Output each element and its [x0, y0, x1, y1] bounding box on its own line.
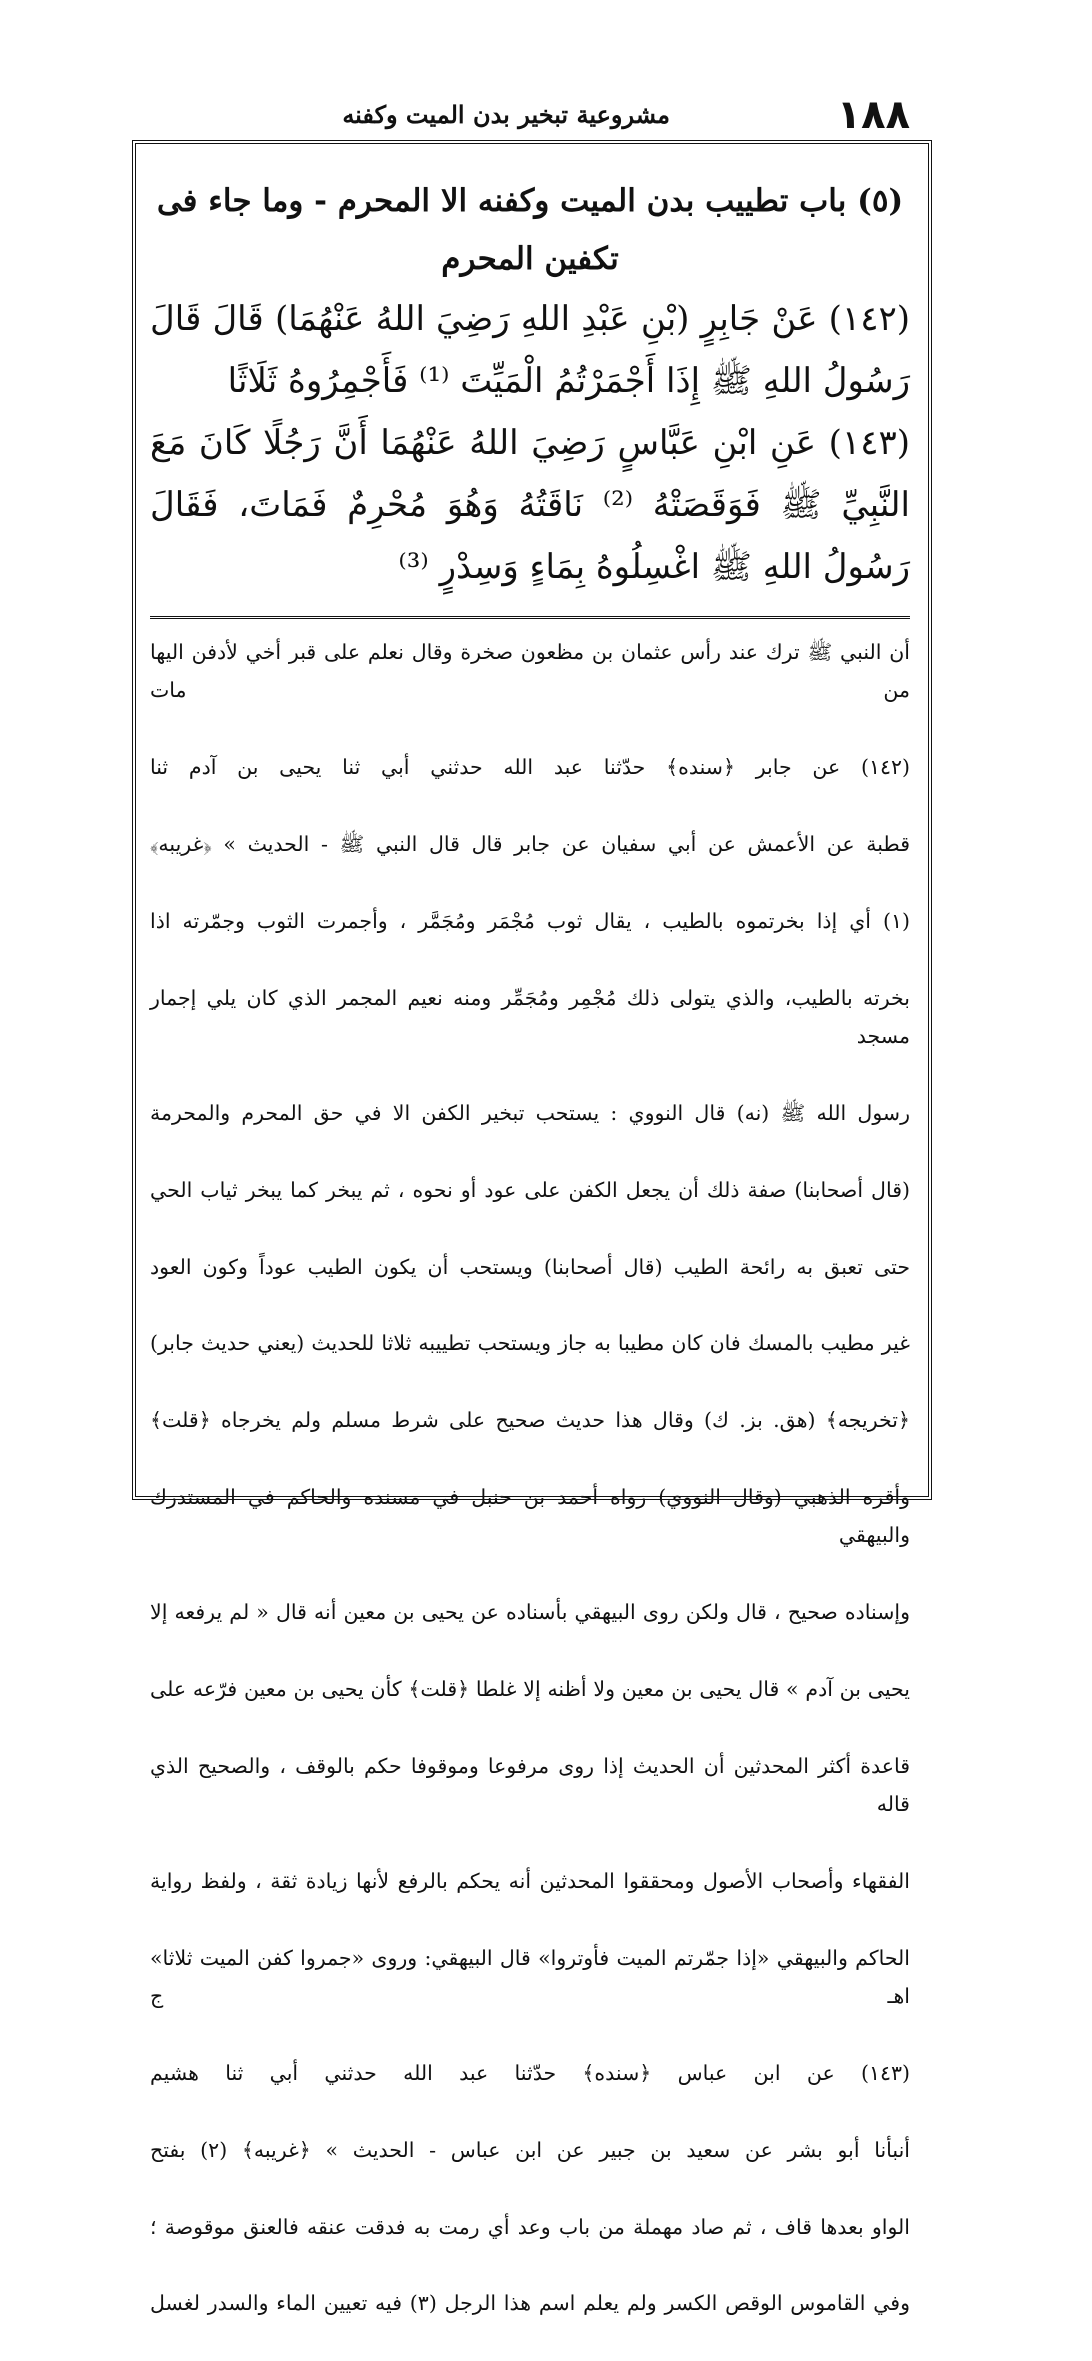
commentary-line: حتى تعبق به رائحة الطيب (قال أصحابنا) ويستحب أن يكون الطيب عوداً وكون العود — [150, 1254, 910, 1279]
commentary-line: (١٤٢) عن جابر ﴿سنده﴾ حدّثنا عبد الله حدثني أبي ثنا يحيى بن آدم ثنا — [150, 755, 910, 780]
commentary-line: أن النبي ﷺ ترك عند رأس عثمان بن مظعون صخرة وقال نعلم على قبر أخي لأدفن اليها من مات — [150, 640, 910, 703]
section-divider — [150, 616, 910, 619]
commentary-line: بخرته بالطيب، والذي يتولى ذلك مُجْمِر ومُجَمِّر ومنه نعيم المجمر الذي كان يلي إجمار مسجد — [150, 985, 910, 1049]
commentary-line: رسول الله ﷺ (نه) قال النووي : يستحب تبخير الكفن الا في حق المحرم والمحرمة — [150, 1100, 910, 1125]
page-body — [150, 160, 910, 2316]
commentary-line: وإسناده صحيح ، قال ولكن روى البيهقي بأسناده عن يحيى بن معين أنه قال « لم يرفعه إلا — [150, 1600, 910, 1625]
commentary-line: أنبأنا أبو بشر عن سعيد بن جبير عن ابن عباس - الحديث » ﴿غريبه﴾ (٢) بفتح — [150, 2137, 910, 2162]
page-number: ١٨٨ — [836, 92, 910, 138]
commentary-line: (١٤٣) عن ابن عباس ﴿سنده﴾ حدّثنا عبد الله حدثني أبي ثنا هشيم — [150, 2061, 910, 2086]
commentary-line: ﴿تخريجه﴾ (هق. بز. ك) وقال هذا حديث صحيح على شرط مسلم ولم يخرجاه ﴿قلت﴾ — [150, 1408, 910, 1433]
commentary-line: الفقهاء وأصحاب الأصول ومحققوا المحدثين أنه يحكم بالرفع لأنها زيادة ثقة ، ولفظ رواية — [150, 1869, 910, 1893]
commentary-line: (١) أي إذا بخرتموه بالطيب ، يقال ثوب مُجْمَر ومُجَمَّر ، وأجمرت الثوب وجمّرته اذا — [150, 908, 910, 933]
running-title: مشروعية تبخير بدن الميت وكفنه — [342, 100, 670, 129]
commentary-line: غير مطيب بالمسك فان كان مطيبا به جاز ويستحب تطييبه ثلاثا للحديث (يعني حديث جابر) — [150, 1331, 910, 1356]
chapter-heading: (٥) باب تطييب بدن الميت وكفنه الا المحرم - وما جاء فى تكفين المحرم — [156, 183, 904, 277]
commentary-line: يحيى بن آدم » قال يحيى بن معين ولا أظنه إلا غلطا ﴿قلت﴾ كأن يحيى بن معين فرّعه على — [150, 1676, 910, 1701]
commentary — [150, 633, 910, 2361]
commentary-line: الواو بعدها قاف ، ثم صاد مهملة من باب وعد أي رمت به فدقت عنقه فالعنق موقوصة ؛ — [150, 2214, 910, 2239]
hadith-143: (١٤٣) عَنِ ابْنِ عَبَّاسٍ رَضِيَ اللهُ عَنْهُمَا أَنَّ رَجُلًا كَانَ مَعَ النَّبِيِّ ﷺ فَوَقَصَتْهُ ⁽²⁾ نَاقَتُهُ وَهُوَ مُحْرِمٌ فَمَاتَ، فَقَالَ رَسُولُ اللهِ ﷺ اغْسِلُوهُ بِمَاءٍ وَسِدْرٍ ⁽³⁾ — [150, 423, 910, 587]
commentary-line: قاعدة أكثر المحدثين أن الحديث إذا روى مرفوعا وموقوفا حكم بالوقف ، والصحيح الذي قاله — [150, 1753, 910, 1817]
hadith-142: (١٤٢) عَنْ جَابِرٍ (بْنِ عَبْدِ اللهِ رَضِيَ اللهُ عَنْهُمَا) قَالَ قَالَ رَسُولُ اللهِ ﷺ إِذَا أَجْمَرْتُمُ الْمَيِّتَ ⁽¹⁾ فَأَجْمِرُوهُ ثَلَاثًا — [150, 299, 910, 401]
commentary-line: قطبة عن الأعمش عن أبي سفيان عن جابر قال قال النبي ﷺ - الحديث » ﴿غريبه﴾ — [150, 832, 910, 857]
commentary-line: الحاكم والبيهقي «إذا جمّرتم الميت فأوتروا» قال البيهقي: وروى «جمروا كفن الميت ثلاثا» اهـ ج — [150, 1945, 910, 2009]
page-header — [150, 92, 910, 142]
commentary-line: وأقره الذهبي (وقال النووي) رواه أحمد بن حنبل في مسنده والحاكم في المستدرك والبيهقي — [150, 1484, 910, 1548]
commentary-line: (قال أصحابنا) صفة ذلك أن يجعل الكفن على عود أو نحوه ، ثم يبخر كما يبخر ثياب الحي — [150, 1177, 910, 1202]
commentary-line: وفي القاموس الوقص الكسر ولم يعلم اسم هذا الرجل (٣) فيه تعيين الماء والسدر لغسل — [150, 2291, 910, 2316]
